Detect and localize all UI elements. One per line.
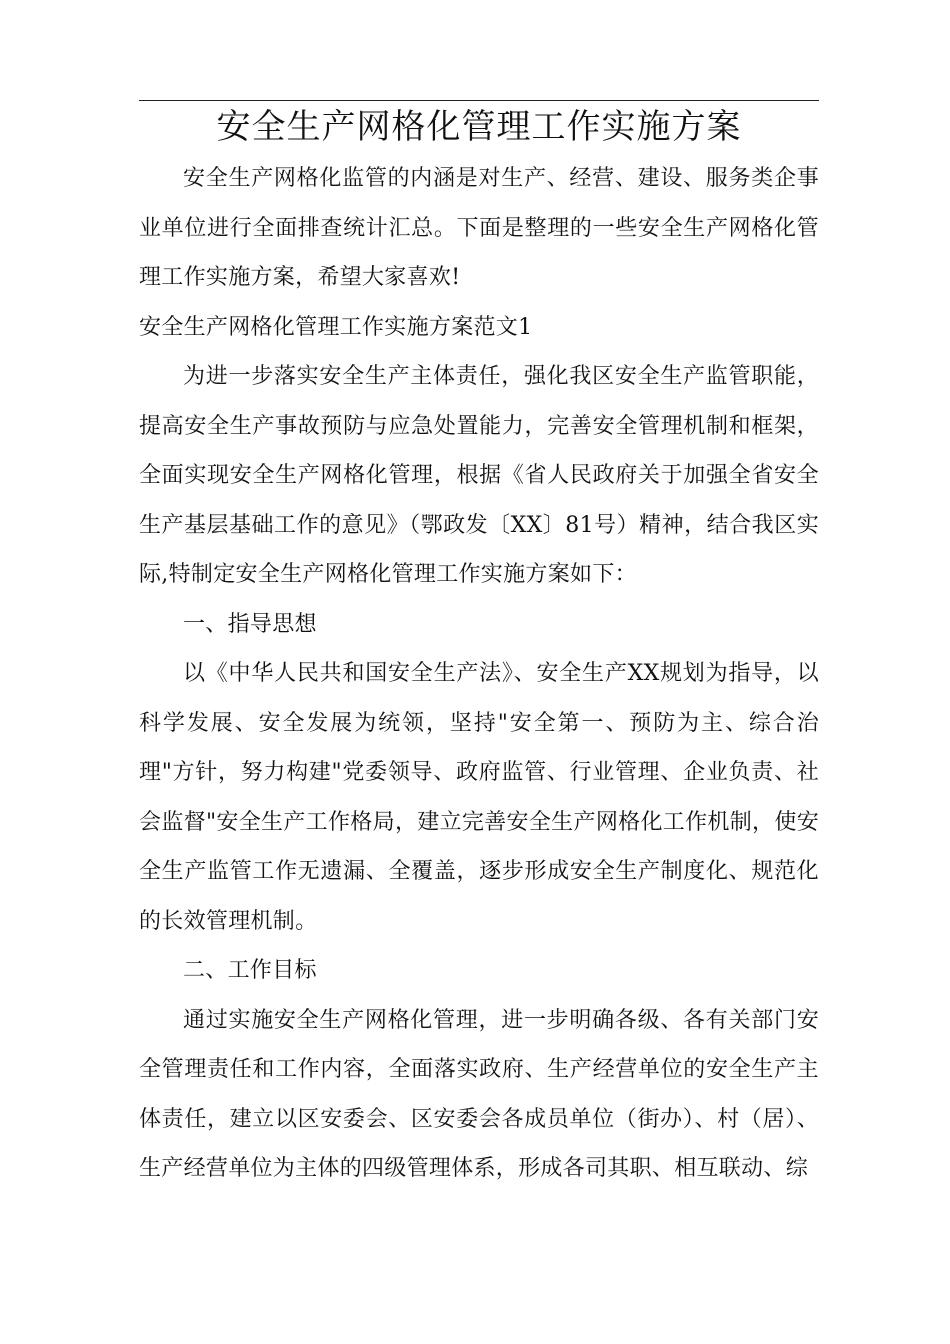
document-title: 安全生产网格化管理工作实施方案 [216, 107, 742, 147]
header-rule [139, 100, 819, 101]
work-goals-paragraph: 通过实施安全生产网格化管理，进一步明确各级、各有关部门安全管理责任和工作内容，全面落实政府、生产经营单位的安全生产主体责任，建立以区安委会、区安委会各成员单位（街办）、村（居）、生产经营单位为主体的四级管理体系，形成各司其职、相互联动、综 [139, 1007, 819, 1181]
section-heading-work-goals: 二、工作目标 [183, 958, 317, 983]
guiding-ideology-paragraph: 以《中华人民共和国安全生产法》、安全生产XX规划为指导，以科学发展、安全发展为统领，坚持"安全第一、预防为主、综合治理"方针，努力构建"党委领导、政府监管、行业管理、企业负责、社会监督"安全生产工作格局，建立完善安全生产网格化工作机制，使安全生产监管工作无遗漏、全覆盖，逐步形成安全生产制度化、规范化的长效管理机制。 [139, 661, 819, 934]
document-body [139, 154, 819, 1194]
intro-paragraph: 安全生产网格化监管的内涵是对生产、经营、建设、服务类企事业单位进行全面排查统计汇总。下面是整理的一些安全生产网格化管理工作实施方案，希望大家喜欢! [139, 166, 819, 290]
section-heading-guiding-ideology: 一、指导思想 [183, 611, 317, 637]
sample-title: 安全生产网格化管理工作实施方案范文1 [139, 314, 533, 340]
purpose-paragraph: 为进一步落实安全生产主体责任，强化我区安全生产监管职能，提高安全生产事故预防与应急处置能力，完善安全管理机制和框架，全面实现安全生产网格化管理，根据《省人民政府关于加强全省安全生产基层基础工作的意见》（鄂政发〔XX〕81号）精神，结合我区实际,特制定安全生产网格化管理工作实施方案如下： [139, 364, 819, 587]
